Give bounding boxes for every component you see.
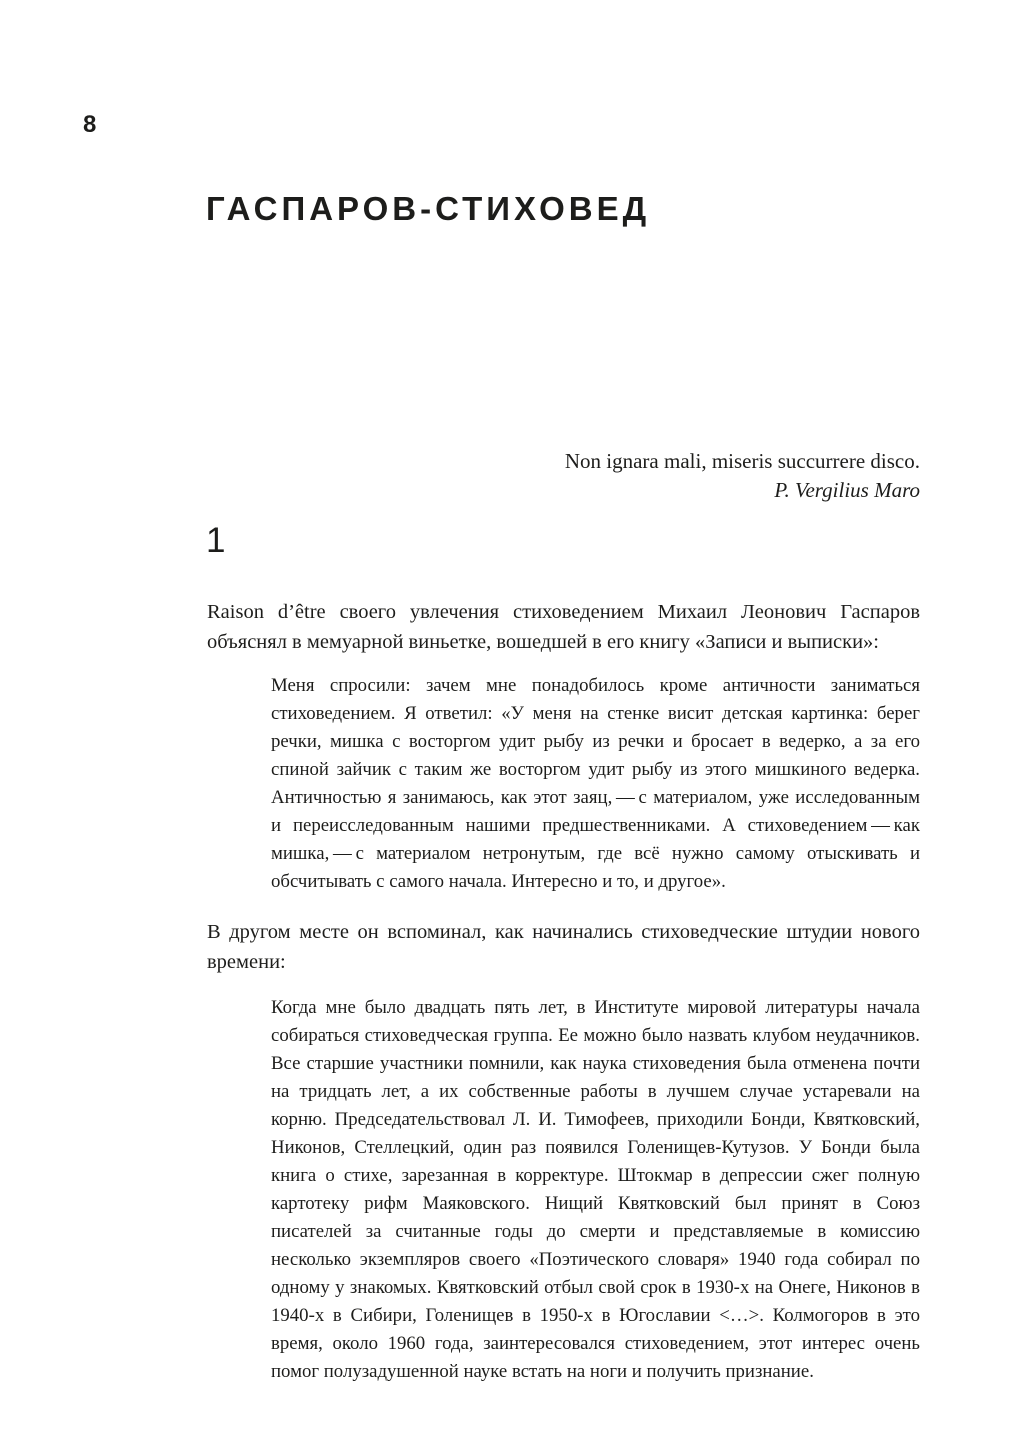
epigraph-quote: Non ignara mali, miseris succurrere disco. xyxy=(564,449,920,473)
blockquote-memoir-vignette: Меня спросили: зачем мне понадобилось кроме античности заниматься стиховедением. Я ответил: «У меня на стенке висит детская картинка: берег речки, мишка с восторгом удит рыбу из речки и бросает в ведерко, а за его спиной зайчик с таким же восторгом удит рыбу из этого мишкиного ведерка. Античностью я занимаюсь, как этот заяц, — с материалом, уже исследованным и переисследованным нашими предшественниками. А стиховедением — как мишка, — с материалом нетронутым, где всё нужно самому отыскивать и обсчитывать с самого начала. Интересно и то, и другое». xyxy=(271,675,920,892)
blockquote-verse-study-group: Когда мне было двадцать пять лет, в Институте мировой литературы начала собираться стиховедческая группа. Ее можно было назвать клубом неудачников. Все старшие участники помнили, как наука стиховедения была отменена почти на тридцать лет, а их собственные работы в лучшем случае устаревали на корню. Председательствовал Л. И. Тимофеев, приходили Бонди, Квятковский, Никонов, Стеллецкий, один раз появился Голенищев-Кутузов. У Бонди была книга о стихе, зарезанная в корректуре. Штокмар в депрессии сжег полную картотеку рифм Маяковского. Нищий Квятковский был принят в Союз писателей за считанные годы до смерти и представляемые в комиссию несколько экземпляров своего «Поэтического словаря» 1940 года собирал по одному у знакомых. Квятковский отбыл свой срок в 1930-х на Онеге, Никонов в 1940-х в Сибири, Голенищев в 1950-х в Югославии <…>. Колмогоров в это время, около 1960 года, заинтересовался стиховедением, этот интерес очень помог полузадушенной науке встать на ноги и получить признание. xyxy=(271,997,920,1382)
page-number: 8 xyxy=(83,111,97,138)
epigraph xyxy=(207,447,920,505)
section-number: 1 xyxy=(206,521,226,560)
chapter-title: ГАСПАРОВ-СТИХОВЕД xyxy=(206,190,651,227)
epigraph-attribution: P. Vergilius Maro xyxy=(774,478,920,502)
paragraph-second-memoir-intro: В другом месте он вспоминал, как начинались стиховедческие штудии нового времени: xyxy=(207,921,920,973)
paragraph-raison-detre: Raison d’être своего увлечения стиховедением Михаил Леонович Гаспаров объяснял в мемуарной виньетке, вошедшей в его книгу «Записи и выписки»: xyxy=(207,601,920,653)
